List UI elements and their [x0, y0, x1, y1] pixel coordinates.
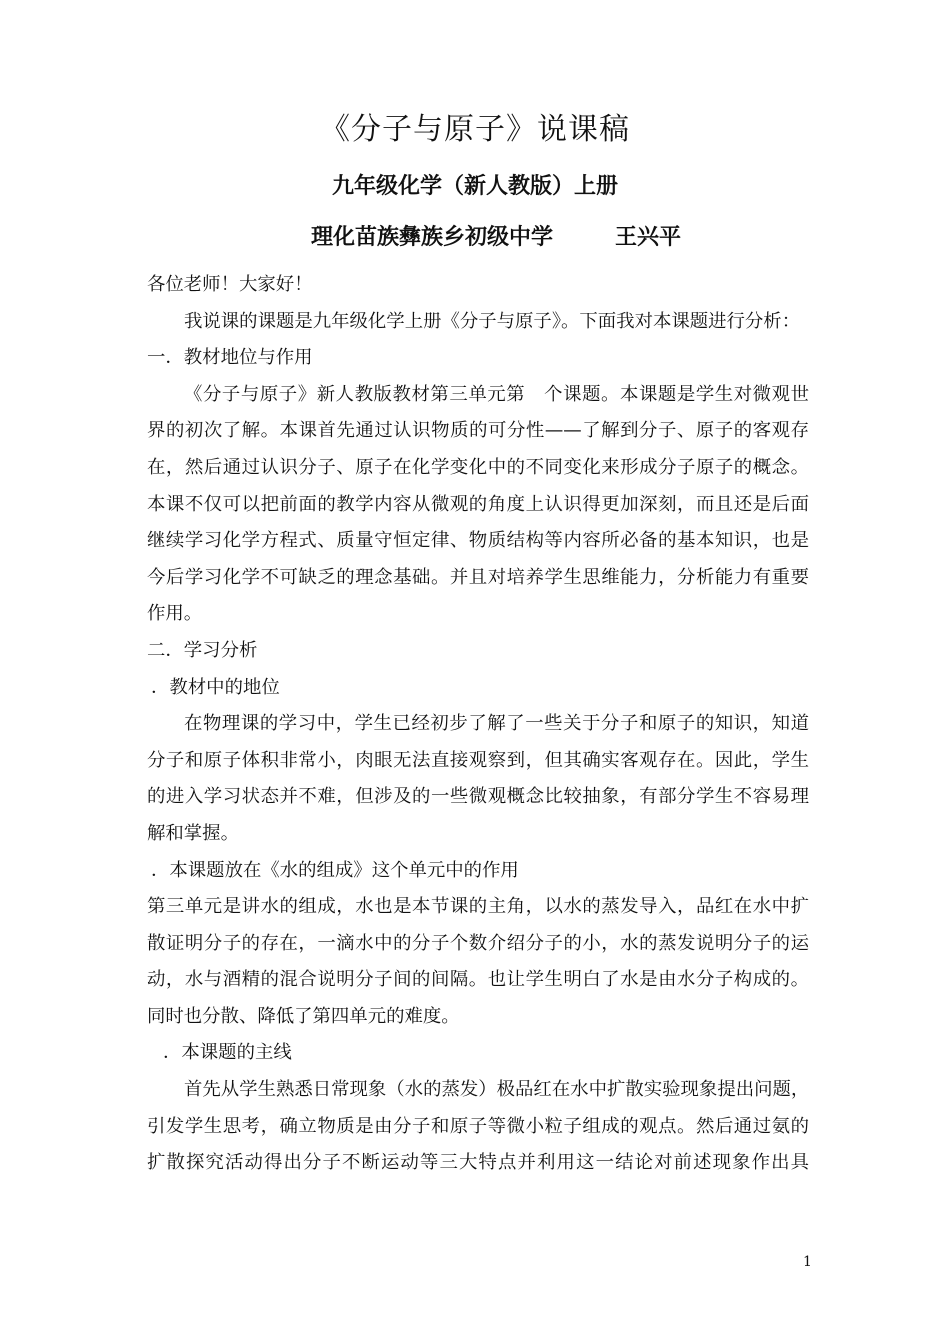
text-line: 在，然后通过认识分子、原子在化学变化中的不同变化来形成分子原子的概念。: [147, 456, 809, 478]
author-line: [311, 221, 681, 253]
text-line: 作用。: [147, 603, 203, 625]
text-line: 同时也分散、降低了第四单元的难度。: [147, 1005, 460, 1027]
text-line: 动，水与酒精的混合说明分子间的间隔。也让学生明白了水是由水分子构成的。: [147, 969, 809, 991]
section-heading-2: 二．学习分析: [147, 639, 258, 661]
text-line: 的进入学习状态并不难，但涉及的一些微观概念比较抽象，有部分学生不容易理: [147, 786, 809, 808]
subsection-heading: ．本课题的主线: [163, 1042, 292, 1064]
document-body: [147, 267, 809, 1182]
text-line: 《分子与原子》新人教版教材第三单元第 个课题。本课题是学生对微观世: [184, 383, 809, 405]
text-line: 界的初次了解。本课首先通过认识物质的可分性——了解到分子、原子的客观存: [147, 420, 809, 442]
text-line: 继续学习化学方程式、质量守恒定律、物质结构等内容所必备的基本知识，也是: [147, 530, 809, 552]
intro-paragraph: 我说课的课题是九年级化学上册《分子与原子》。下面我对本课题进行分析：: [184, 310, 801, 332]
document-title: 《分子与原子》说课稿: [320, 112, 630, 147]
page-number: 1: [803, 1254, 812, 1270]
text-line: 引发学生思考，确立物质是由分子和原子等微小粒子组成的观点。然后通过氨的: [147, 1115, 809, 1137]
section-heading-1: 一．教材地位与作用: [147, 347, 313, 369]
text-line: 散证明分子的存在，一滴水中的分子个数介绍分子的小，水的蒸发说明分子的运: [147, 932, 809, 954]
text-line: 首先从学生熟悉日常现象（水的蒸发）极品红在水中扩散实验现象提出问题，: [184, 1079, 809, 1101]
subsection-heading: ．本课题放在《水的组成》这个单元中的作用: [151, 859, 519, 881]
text-line: 本课不仅可以把前面的教学内容从微观的角度上认识得更加深刻，而且还是后面: [147, 493, 809, 515]
text-line: 在物理课的学习中，学生已经初步了解了一些关于分子和原子的知识，知道: [184, 713, 809, 735]
author-name: 王兴平: [615, 224, 682, 250]
subsection-heading: ．教材中的地位: [151, 676, 280, 698]
text-line: 解和掌握。: [147, 822, 239, 844]
text-line: 第三单元是讲水的组成，水也是本节课的主角，以水的蒸发导入，品红在水中扩: [147, 896, 809, 918]
greeting: 各位老师！大家好！: [147, 274, 313, 295]
document-subtitle: 九年级化学（新人教版）上册: [331, 173, 618, 199]
school-name: 理化苗族彝族乡初级中学: [311, 224, 554, 250]
text-line: 扩散探究活动得出分子不断运动等三大特点并利用这一结论对前述现象作出具: [147, 1152, 809, 1174]
text-line: 分子和原子体积非常小，肉眼无法直接观察到，但其确实客观存在。因此，学生: [147, 749, 809, 771]
text-line: 今后学习化学不可缺乏的理念基础。并且对培养学生思维能力，分析能力有重要: [147, 566, 809, 588]
